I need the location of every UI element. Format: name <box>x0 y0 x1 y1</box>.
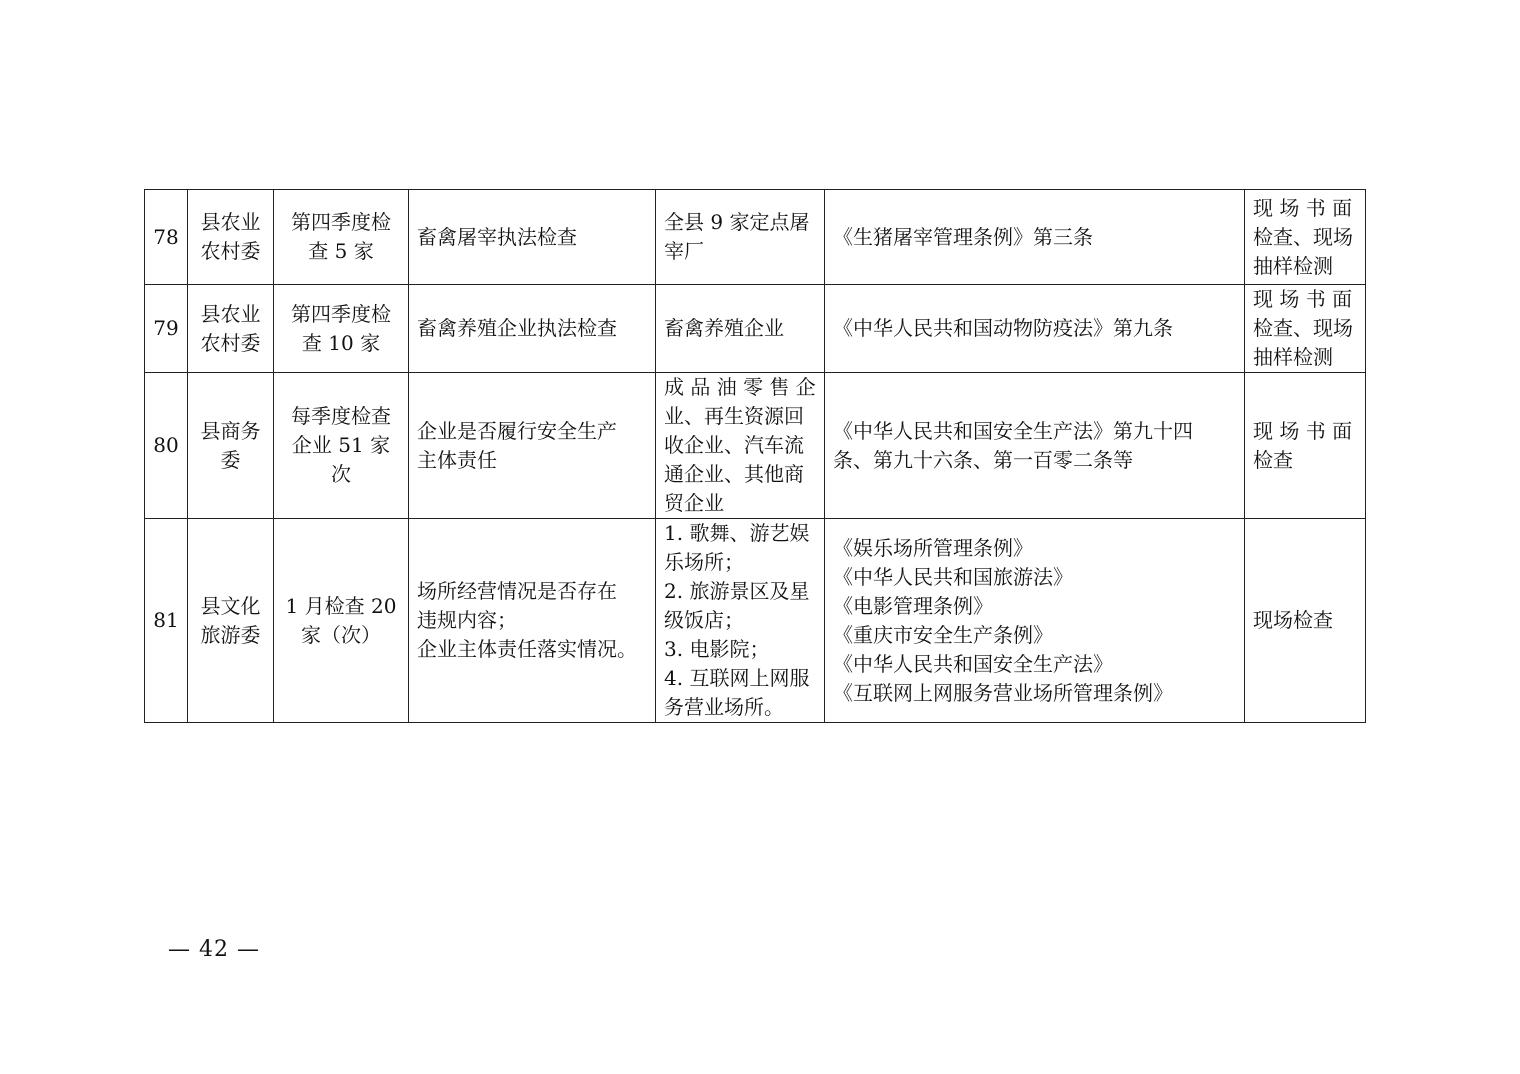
row-number-cell: 81 <box>145 519 188 723</box>
table-row <box>145 519 1366 723</box>
department-cell: 县农业 农村委 <box>188 285 274 373</box>
content-cell: 场所经营情况是否存在 违规内容； 企业主体责任落实情况。 <box>409 519 656 723</box>
target-cell: 成 品 油 零 售 企 业、再生资源回 收企业、汽车流 通企业、其他商 贸企业 <box>656 373 825 519</box>
row-number-cell: 78 <box>145 190 188 285</box>
method-cell: 现 场 书 面 检查、现场 抽样检测 <box>1245 285 1366 373</box>
row-number-cell: 79 <box>145 285 188 373</box>
target-cell: 1. 歌舞、游艺娱 乐场所； 2. 旅游景区及星 级饭店； 3. 电影院； 4. 互联网上网服 务营业场所。 <box>656 519 825 723</box>
target-cell: 全县 9 家定点屠 宰厂 <box>656 190 825 285</box>
row-number-cell: 80 <box>145 373 188 519</box>
basis-cell: 《中华人民共和国动物防疫法》第九条 <box>825 285 1245 373</box>
department-cell: 县商务 委 <box>188 373 274 519</box>
table-row <box>145 190 1366 285</box>
table-row <box>145 373 1366 519</box>
content-cell: 企业是否履行安全生产 主体责任 <box>409 373 656 519</box>
department-cell: 县文化 旅游委 <box>188 519 274 723</box>
inspection-table <box>144 189 1366 723</box>
plan-cell: 1 月检查 20 家（次） <box>274 519 409 723</box>
basis-cell: 《娱乐场所管理条例》 《中华人民共和国旅游法》 《电影管理条例》 《重庆市安全生产条例》 《中华人民共和国安全生产法》 《互联网上网服务营业场所管理条例》 <box>825 519 1245 723</box>
plan-cell: 第四季度检 查 5 家 <box>274 190 409 285</box>
method-cell: 现 场 书 面 检查 <box>1245 373 1366 519</box>
method-cell: 现场检查 <box>1245 519 1366 723</box>
plan-cell: 每季度检查 企业 51 家次 <box>274 373 409 519</box>
plan-cell: 第四季度检 查 10 家 <box>274 285 409 373</box>
page-number: — 42 — <box>168 937 260 962</box>
content-cell: 畜禽养殖企业执法检查 <box>409 285 656 373</box>
content-cell: 畜禽屠宰执法检查 <box>409 190 656 285</box>
table-row <box>145 285 1366 373</box>
department-cell: 县农业 农村委 <box>188 190 274 285</box>
target-cell: 畜禽养殖企业 <box>656 285 825 373</box>
basis-cell: 《生猪屠宰管理条例》第三条 <box>825 190 1245 285</box>
method-cell: 现 场 书 面 检查、现场 抽样检测 <box>1245 190 1366 285</box>
basis-cell: 《中华人民共和国安全生产法》第九十四 条、第九十六条、第一百零二条等 <box>825 373 1245 519</box>
